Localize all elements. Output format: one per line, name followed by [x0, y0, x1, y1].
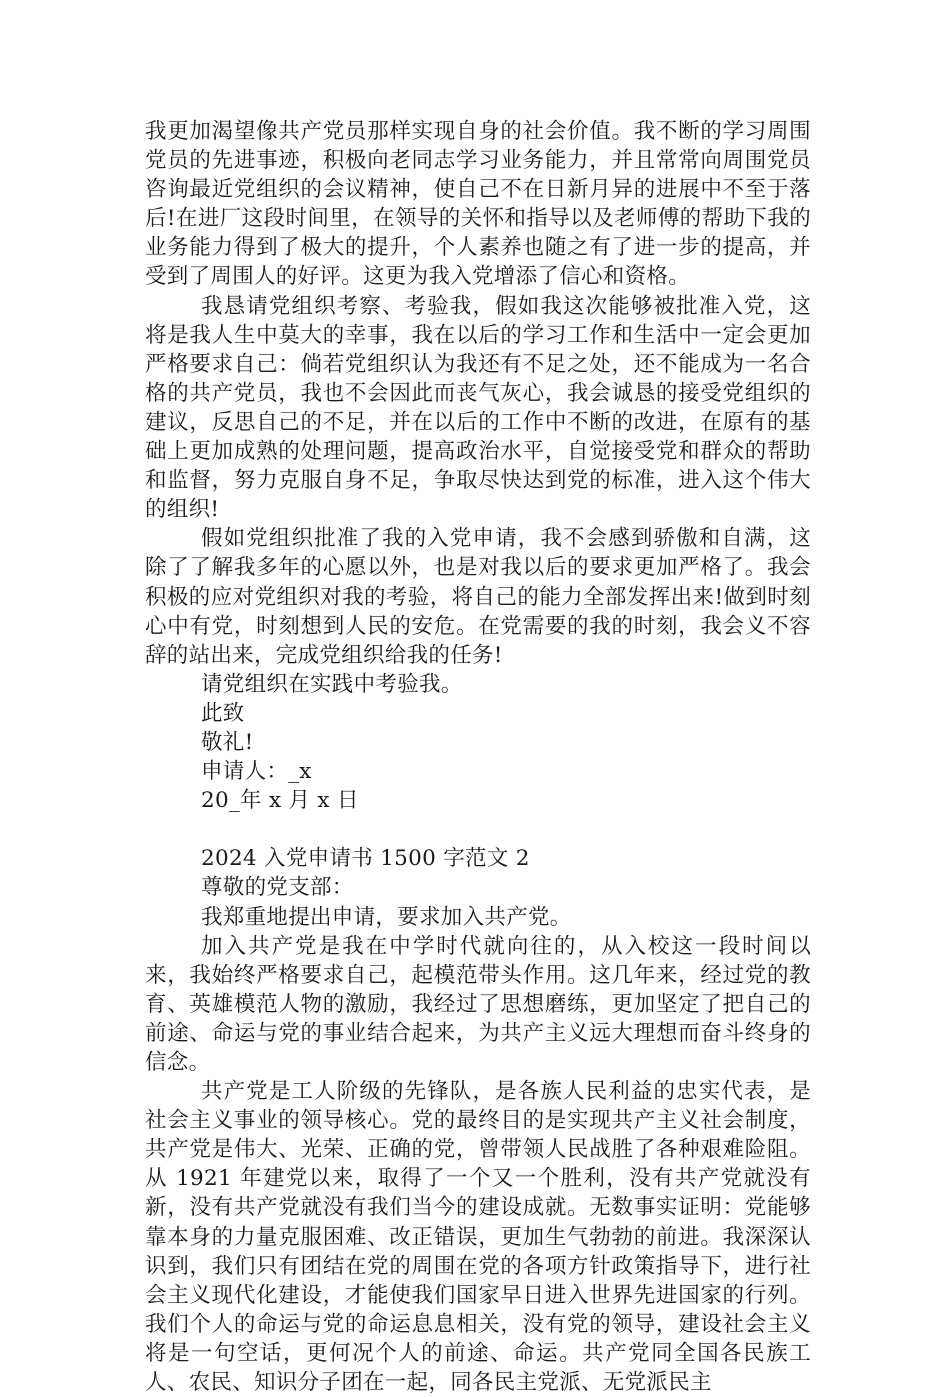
section-title-2: 2024 入党申请书 1500 字范文 2	[201, 846, 530, 872]
paragraph-4: 请党组织在实践中考验我。	[201, 671, 463, 697]
paragraph-3: 假如党组织批准了我的入党申请，我不会感到骄傲和自满，这除了了解我多年的心愿以外，也是对我以后的要求更加严格了。我会积极的应对党组织对我的考验，将自己的能力全部发挥出来!做到时刻心中有党，时刻想到人民的安危。在党需要的我的时刻，我会义不容辞的站出来，完成党组织给我的任务!	[145, 526, 811, 668]
paragraph-1: 我更加渴望像共产党员那样实现自身的社会价值。我不断的学习周围党员的先进事迹，积极向老同志学习业务能力，并且常常向周围党员咨询最近党组织的会议精神，使自己不在日新月异的进展中不至于落后!在进厂这段时间里，在领导的关怀和指导以及老师傅的帮助下我的业务能力得到了极大的提升，个人素养也随之有了进一步的提高，并受到了周围人的好评。这更为我入党增添了信心和资格。	[145, 119, 811, 290]
opening-statement: 我郑重地提出申请，要求加入共产党。	[201, 904, 572, 930]
closing-line-1: 此致	[201, 700, 245, 726]
salutation: 尊敬的党支部：	[201, 875, 354, 901]
paragraph-6: 共产党是工人阶级的先锋队，是各族人民利益的忠实代表，是社会主义事业的领导核心。党的最终目的是实现共产主义社会制度，共产党是伟大、光荣、正确的党，曾带领人民战胜了各种艰难险阻。从 1921 年建党以来，取得了一个又一个胜利，没有共产党就没有新，没有共产党就没有我们当今的建设成就。无数事实证明：党能够靠本身的力量克服困难、改正错误，更加生气勃勃的前进。我深深认识到，我们只有团结在党的周围在党的各项方针政策指导下，进行社会主义现代化建设，才能使我们国家早日进入世界先进国家的行列。我们个人的命运与党的命运息息相关，没有党的领导，建设社会主义将是一句空话，更何况个人的前途、命运。共产党同全国各民族工人、农民、知识分子团在一起，同各民主党派、无党派民主	[145, 1079, 811, 1396]
paragraph-5: 加入共产党是我在中学时代就向往的，从入校这一段时间以来，我始终严格要求自己，起模范带头作用。这几年来，经过党的教育、英雄模范人物的激励，我经过了思想磨练，更加坚定了把自己的前途、命运与党的事业结合起来，为共产主义远大理想而奋斗终身的信念。	[145, 933, 811, 1075]
paragraph-2: 我恳请党组织考察、考验我，假如我这次能够被批准入党，这将是我人生中莫大的幸事，我在以后的学习工作和生活中一定会更加严格要求自己：倘若党组织认为我还有不足之处，还不能成为一名合格的共产党员，我也不会因此而丧气灰心，我会诚恳的接受党组织的建议，反思自己的不足，并在以后的工作中不断的改进，在原有的基础上更加成熟的处理问题，提高政治水平，自觉接受党和群众的帮助和监督，努力克服自身不足，争取尽快达到党的标准，进入这个伟大的组织!	[145, 293, 811, 523]
closing-line-2: 敬礼!	[201, 729, 254, 755]
blank-line	[145, 815, 811, 844]
document-body	[145, 117, 811, 1397]
applicant-signature: 申请人：_x	[201, 759, 312, 785]
letter-date: 20_年 x 月 x 日	[201, 788, 359, 814]
